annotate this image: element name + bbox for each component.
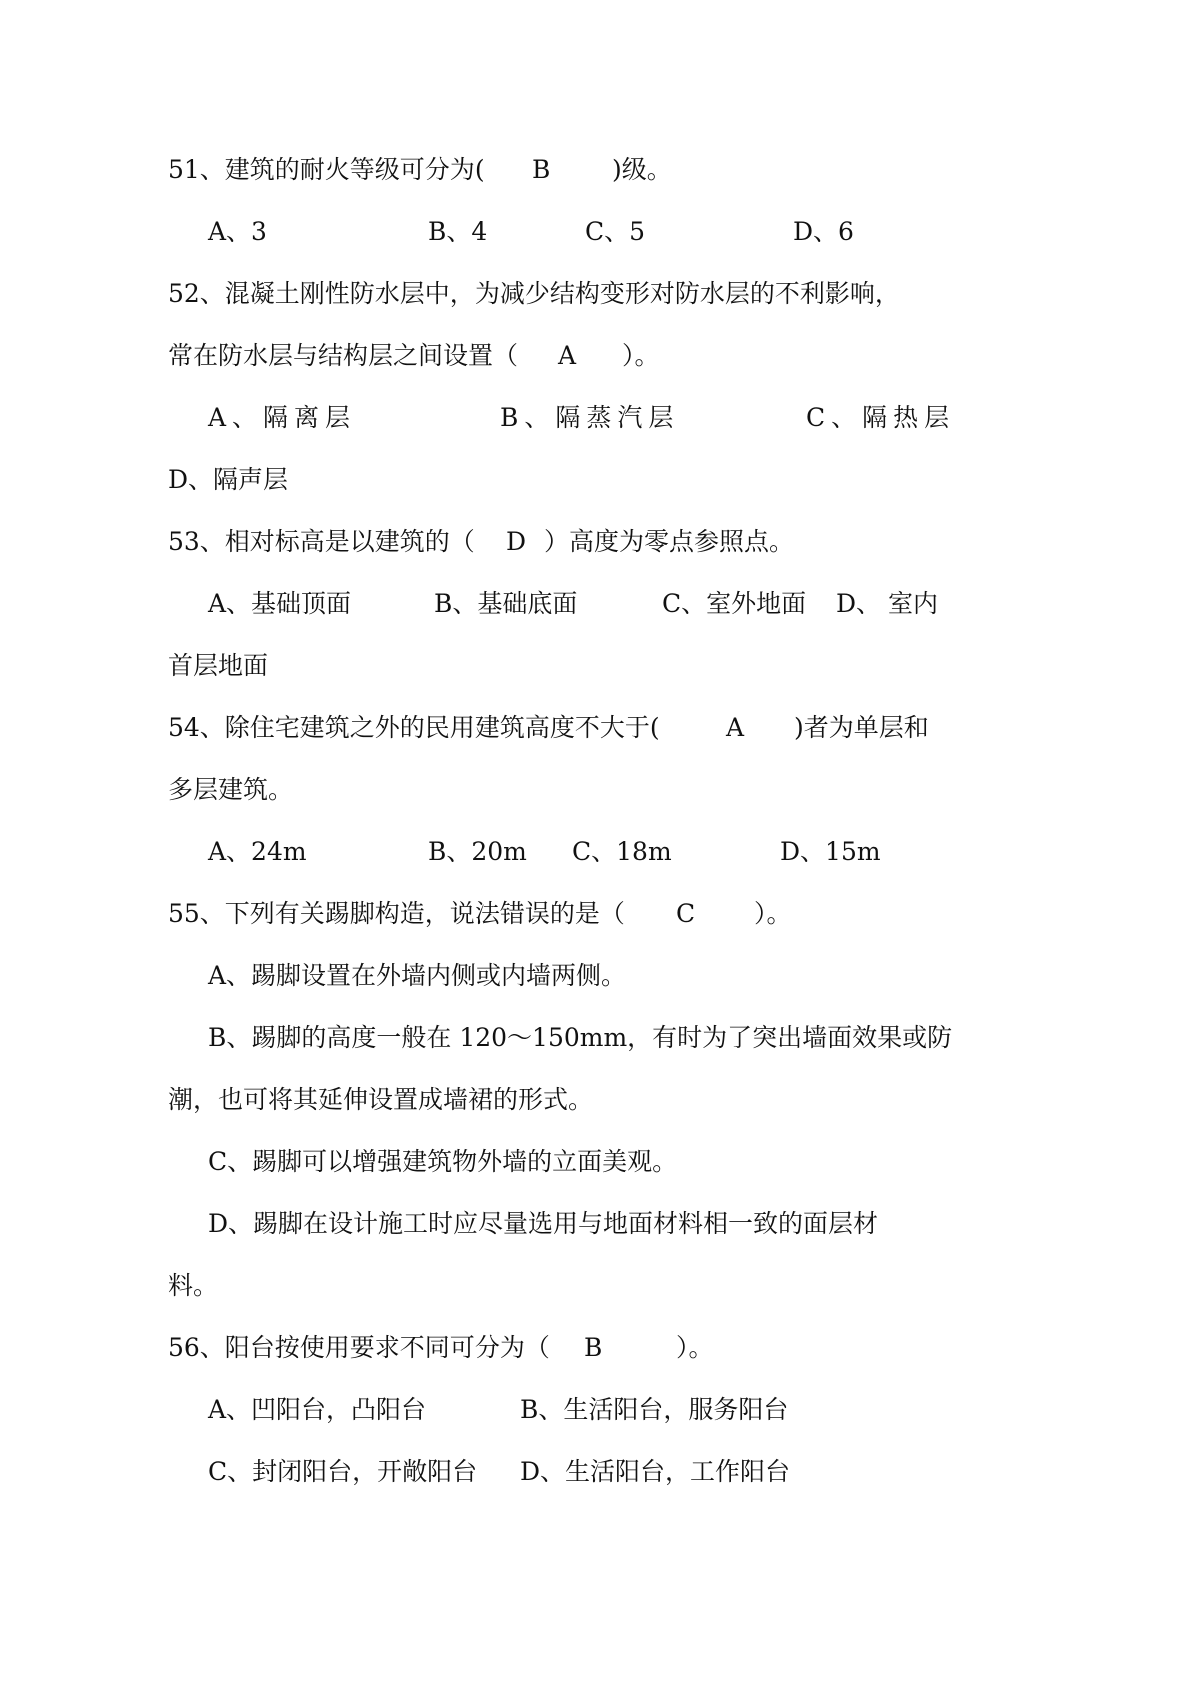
question-55-option-a — [0, 958, 627, 994]
question-54-line2 — [0, 772, 294, 808]
question-52 — [0, 276, 900, 312]
question-54-suffix: )者为单层和 — [794, 713, 929, 742]
option-d-text-2: 首层地面 — [168, 651, 269, 680]
question-53-options-2 — [0, 648, 269, 684]
question-54-text: 54、除住宅建筑之外的民用建筑高度不大于( — [168, 713, 660, 742]
question-56-options — [0, 1392, 789, 1428]
option-b: B、4 — [428, 217, 488, 246]
question-54-text-2: 多层建筑。 — [168, 775, 294, 804]
option-d: D、6 — [793, 217, 854, 246]
question-52-line2 — [0, 338, 660, 374]
question-55-option-d-2 — [0, 1268, 219, 1304]
question-56-answer: B — [584, 1333, 603, 1362]
option-a: A、3 — [208, 217, 267, 246]
question-51 — [0, 152, 672, 188]
option-d: D、 — [836, 589, 882, 618]
question-51-suffix: )级。 — [612, 155, 672, 184]
option-b-cont: 潮，也可将其延伸设置成墙裙的形式。 — [168, 1085, 594, 1114]
question-52-suffix: ）。 — [622, 341, 660, 370]
option-c: C、隔热层 — [806, 403, 956, 432]
question-51-text: 51、建筑的耐火等级可分为( — [168, 155, 485, 184]
option-d-text: 室内 — [888, 589, 939, 618]
option-c: C、室外地面 — [662, 589, 807, 618]
option-c: C、18m — [572, 837, 672, 866]
question-52-text: 52、混凝土刚性防水层中，为减少结构变形对防水层的不利影响， — [168, 279, 900, 308]
question-55-option-b-2 — [0, 1082, 594, 1118]
option-b: B、基础底面 — [434, 589, 578, 618]
question-56-options-2 — [0, 1454, 791, 1490]
option-c: C、封闭阳台，开敞阳台 — [208, 1457, 478, 1486]
option-c: C、5 — [585, 217, 646, 246]
question-53-text: 53、相对标高是以建筑的（ — [168, 527, 475, 556]
question-55-option-b — [0, 1020, 953, 1056]
option-a: A、凹阳台，凸阳台 — [208, 1395, 427, 1424]
option-a: A、踢脚设置在外墙内侧或内墙两侧。 — [208, 961, 627, 990]
option-d: D、隔声层 — [168, 465, 289, 494]
question-52-options-2 — [0, 462, 289, 498]
option-d: D、15m — [780, 837, 881, 866]
question-55-suffix: ）。 — [754, 899, 792, 928]
question-55-text: 55、下列有关踢脚构造，说法错误的是（ — [168, 899, 625, 928]
option-d-cont: 料。 — [168, 1271, 219, 1300]
option-a: A、基础顶面 — [208, 589, 352, 618]
question-52-options — [0, 400, 956, 436]
question-53-options — [0, 586, 939, 622]
question-56 — [0, 1330, 714, 1366]
option-c: C、踢脚可以增强建筑物外墙的立面美观。 — [208, 1147, 678, 1176]
question-56-suffix: ）。 — [676, 1333, 714, 1362]
option-b: B、20m — [428, 837, 527, 866]
question-55-option-d — [0, 1206, 879, 1242]
question-51-options — [0, 214, 854, 250]
question-53-answer: D — [506, 527, 527, 556]
question-55 — [0, 896, 792, 932]
option-d: D、踢脚在设计施工时应尽量选用与地面材料相一致的面层材 — [208, 1209, 879, 1238]
option-b: B、隔蒸汽层 — [500, 403, 680, 432]
option-d: D、生活阳台，工作阳台 — [520, 1457, 791, 1486]
question-54 — [0, 710, 929, 746]
question-52-text-2: 常在防水层与结构层之间设置（ — [168, 341, 519, 370]
question-54-answer: A — [726, 713, 745, 742]
question-55-answer: C — [676, 899, 696, 928]
option-b: B、生活阳台，服务阳台 — [520, 1395, 789, 1424]
question-53 — [0, 524, 795, 560]
question-53-suffix: ）高度为零点参照点。 — [544, 527, 795, 556]
option-a: A、隔离层 — [208, 403, 357, 432]
question-54-options — [0, 834, 881, 870]
question-55-option-c — [0, 1144, 678, 1180]
option-b: B、踢脚的高度一般在 120～150mm，有时为了突出墙面效果或防 — [208, 1023, 953, 1052]
question-51-answer: B — [532, 155, 551, 184]
question-52-answer: A — [558, 341, 577, 370]
option-a: A、24m — [208, 837, 307, 866]
question-56-text: 56、阳台按使用要求不同可分为（ — [168, 1333, 550, 1362]
